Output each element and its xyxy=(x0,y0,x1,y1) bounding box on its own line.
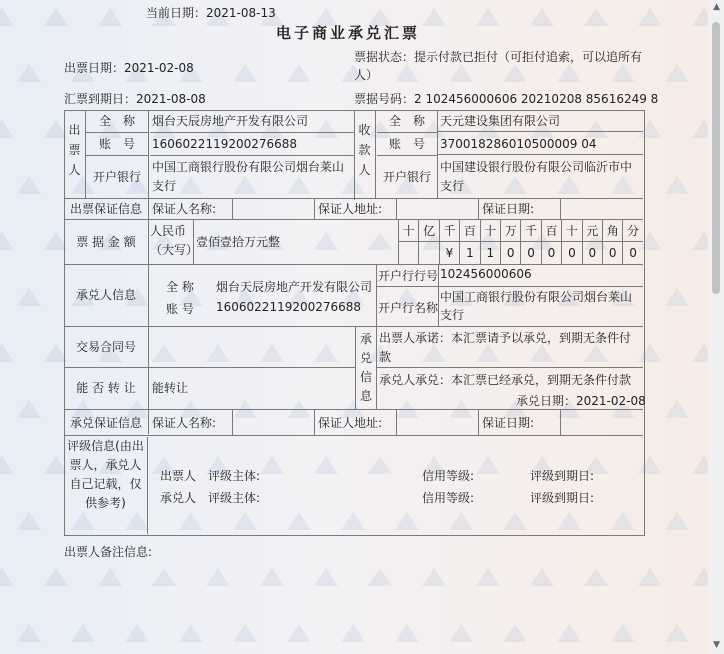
due-date: 汇票到期日：2021-08-08 xyxy=(64,92,206,106)
acceptor-bank-name: 中国工商银行股份有限公司烟台莱山支行 xyxy=(440,290,633,322)
watermark-mark xyxy=(206,568,230,586)
rating-acceptor-expiry: 评级到期日: xyxy=(530,491,595,505)
amount-digit-cell: 0 xyxy=(561,242,581,264)
current-date: 当前日期：2021-08-13 xyxy=(146,6,276,20)
amount-digit-cell: 1 xyxy=(480,242,500,264)
watermark-mark xyxy=(17,288,41,306)
watermark-mark xyxy=(179,624,203,642)
watermark-mark xyxy=(368,568,392,586)
watermark-mark xyxy=(476,8,500,26)
watermark-mark xyxy=(449,624,473,642)
drawer-account-label: 账 号 xyxy=(86,133,149,156)
acceptance-date: 承兑日期：2021-02-08 xyxy=(516,394,646,408)
acceptance-section-label: 承 兑 信 息 xyxy=(359,332,372,403)
watermark-mark xyxy=(233,64,257,82)
watermark-mark xyxy=(422,568,446,586)
amount-unit-cell: 万 xyxy=(500,220,520,242)
watermark-mark xyxy=(98,8,122,26)
watermark-mark xyxy=(422,8,446,26)
scroll-up-icon[interactable]: ▲ xyxy=(713,2,720,12)
amount-digit-cell xyxy=(398,242,418,264)
acceptor-name: 烟台天辰房地产开发有限公司 xyxy=(216,280,373,294)
watermark-mark xyxy=(71,624,95,642)
drawer-name: 烟台天辰房地产开发有限公司 xyxy=(150,110,355,133)
watermark-mark xyxy=(98,568,122,586)
amount-in-words: 壹佰壹拾万元整 xyxy=(196,235,281,249)
drawer-guarantor-name-label: 保证人名称: xyxy=(152,202,217,216)
watermark-mark xyxy=(314,568,338,586)
transfer-label: 能 否 转 让 xyxy=(64,368,149,409)
watermark-mark xyxy=(44,8,68,26)
drawer-account: 1606022119200276688 xyxy=(150,133,355,156)
watermark-mark xyxy=(530,568,554,586)
watermark-mark xyxy=(0,232,14,250)
watermark-mark xyxy=(287,64,311,82)
watermark-mark xyxy=(0,8,14,26)
drawer-promise: 出票人承诺：本汇票请予以承兑，到期无条件付款 xyxy=(379,331,632,364)
amount-unit-cell: 千 xyxy=(520,220,540,242)
rating-label: 评级信息(由出票人，承兑人自己记载，仅供参考) xyxy=(64,437,148,534)
acceptance-guarantee-date-label: 保证日期: xyxy=(482,416,535,430)
watermark-mark xyxy=(665,288,689,306)
watermark-mark xyxy=(152,568,176,586)
watermark-mark xyxy=(0,568,14,586)
acceptor-bank-name-label: 开户行名称 xyxy=(378,301,439,315)
contract-label: 交易合同号 xyxy=(64,327,149,367)
rating-drawer-expiry: 评级到期日: xyxy=(530,469,595,483)
payee-section-label: 收 款 人 xyxy=(354,110,376,198)
acceptor-name-label: 全 称 xyxy=(166,280,194,294)
acceptor-promise: 承兑人承兑：本汇票已经承兑，到期无条件付款 xyxy=(379,373,632,387)
amount-unit-cell: 分 xyxy=(622,220,642,242)
amount-digit-cell: ¥ xyxy=(439,242,459,264)
watermark-mark xyxy=(692,8,708,26)
vertical-scrollbar[interactable] xyxy=(708,0,724,654)
watermark-mark xyxy=(665,512,689,530)
amount-digit-cell: 0 xyxy=(520,242,540,264)
acceptance-guarantor-name-label: 保证人名称: xyxy=(152,416,217,430)
watermark-mark xyxy=(611,624,635,642)
issue-date: 出票日期：2021-02-08 xyxy=(64,61,194,75)
watermark-mark xyxy=(17,512,41,530)
payee-account-label: 账 号 xyxy=(377,133,438,156)
amount-unit-cell: 百 xyxy=(459,220,479,242)
drawer-guarantee-label: 出票保证信息 xyxy=(64,199,149,219)
watermark-mark xyxy=(692,232,708,250)
drawer-bank: 中国工商银行股份有限公司烟台莱山支行 xyxy=(150,156,355,200)
watermark-mark xyxy=(665,64,689,82)
watermark-mark xyxy=(0,120,14,138)
watermark-mark xyxy=(17,64,41,82)
scroll-down-icon[interactable]: ▼ xyxy=(713,640,720,650)
amount-digit-cell: 0 xyxy=(541,242,561,264)
acceptor-bank-no-label: 开户行行号 xyxy=(378,269,439,283)
watermark-mark xyxy=(665,400,689,418)
payee-name-label: 全 称 xyxy=(377,110,438,133)
amount-unit-cell: 亿 xyxy=(418,220,438,242)
watermark-mark xyxy=(0,344,14,362)
payee-name: 天元建设集团有限公司 xyxy=(438,110,643,132)
watermark-mark xyxy=(692,568,708,586)
amount-currency-label: 人民币（大写） xyxy=(150,224,199,257)
drawer-guarantor-addr-label: 保证人地址: xyxy=(318,202,383,216)
bill-number: 票据号码：2 102456000606 20210208 85616249 8 xyxy=(354,92,659,106)
watermark-mark xyxy=(557,624,581,642)
watermark-mark xyxy=(584,568,608,586)
rating-drawer-grade: 信用等级: xyxy=(422,469,475,483)
drawer-bank-label: 开户银行 xyxy=(86,156,149,198)
amount-unit-cell: 角 xyxy=(602,220,622,242)
watermark-mark xyxy=(395,624,419,642)
rating-acceptor-grade: 信用等级: xyxy=(422,491,475,505)
watermark-mark xyxy=(638,8,662,26)
watermark-mark xyxy=(17,624,41,642)
drawer-section-label: 出 票 人 xyxy=(64,110,86,198)
amount-label: 票 据 金 额 xyxy=(64,220,149,264)
watermark-mark xyxy=(0,456,14,474)
drawer-guarantee-date-label: 保证日期: xyxy=(482,202,535,216)
amount-unit-cell: 百 xyxy=(541,220,561,242)
rating-acceptor-subject: 评级主体: xyxy=(208,491,261,505)
document-title: 电子商业承兑汇票 xyxy=(276,24,421,42)
amount-unit-cell: 十 xyxy=(398,220,418,242)
amount-digit-cell: 0 xyxy=(582,242,602,264)
watermark-mark xyxy=(638,568,662,586)
watermark-mark xyxy=(17,400,41,418)
watermark-mark xyxy=(125,624,149,642)
payee-bank: 中国建设银行股份有限公司临沂市中支行 xyxy=(440,160,633,193)
amount-unit-cell: 千 xyxy=(439,220,459,242)
acceptance-guarantee-label: 承兑保证信息 xyxy=(64,410,149,434)
watermark-mark xyxy=(665,624,689,642)
watermark-mark xyxy=(260,568,284,586)
watermark-mark xyxy=(233,624,257,642)
watermark-mark xyxy=(44,568,68,586)
watermark-mark xyxy=(530,8,554,26)
amount-unit-cell: 十 xyxy=(561,220,581,242)
bill-status: 票据状态：提示付款已拒付（可拒付追索，可以追所有人） xyxy=(354,50,643,82)
watermark-mark xyxy=(692,120,708,138)
acceptance-guarantor-addr-label: 保证人地址: xyxy=(318,416,383,430)
watermark-mark xyxy=(665,176,689,194)
watermark-mark xyxy=(17,176,41,194)
amount-digit-cell: 0 xyxy=(500,242,520,264)
watermark-mark xyxy=(476,568,500,586)
watermark-mark xyxy=(503,624,527,642)
acceptor-bank-no: 102456000606 xyxy=(440,267,532,281)
amount-digit-cell: 1 xyxy=(459,242,479,264)
watermark-mark xyxy=(287,624,311,642)
payee-bank-label: 开户银行 xyxy=(377,156,438,198)
transfer-value: 能转让 xyxy=(152,381,189,395)
rating-drawer-subject: 评级主体: xyxy=(208,469,261,483)
acceptor-account-label: 账 号 xyxy=(166,302,194,316)
rating-acceptor-party: 承兑人 xyxy=(160,491,197,505)
amount-digit-cell xyxy=(418,242,438,264)
amount-unit-cell: 元 xyxy=(582,220,602,242)
watermark-mark xyxy=(692,344,708,362)
payee-account: 370018286010500009 04 xyxy=(438,133,643,155)
watermark-mark xyxy=(584,8,608,26)
scroll-thumb[interactable] xyxy=(712,22,720,294)
acceptor-label: 承兑人信息 xyxy=(64,265,149,326)
acceptor-account: 1606022119200276688 xyxy=(216,300,362,314)
remarks-label: 出票人备注信息: xyxy=(64,545,153,559)
drawer-name-label: 全 称 xyxy=(86,110,149,133)
watermark-mark xyxy=(341,624,365,642)
watermark-mark xyxy=(692,456,708,474)
rating-drawer-party: 出票人 xyxy=(160,469,197,483)
amount-unit-cell: 十 xyxy=(480,220,500,242)
amount-digit-cell: 0 xyxy=(602,242,622,264)
amount-digit-cell: 0 xyxy=(622,242,642,264)
